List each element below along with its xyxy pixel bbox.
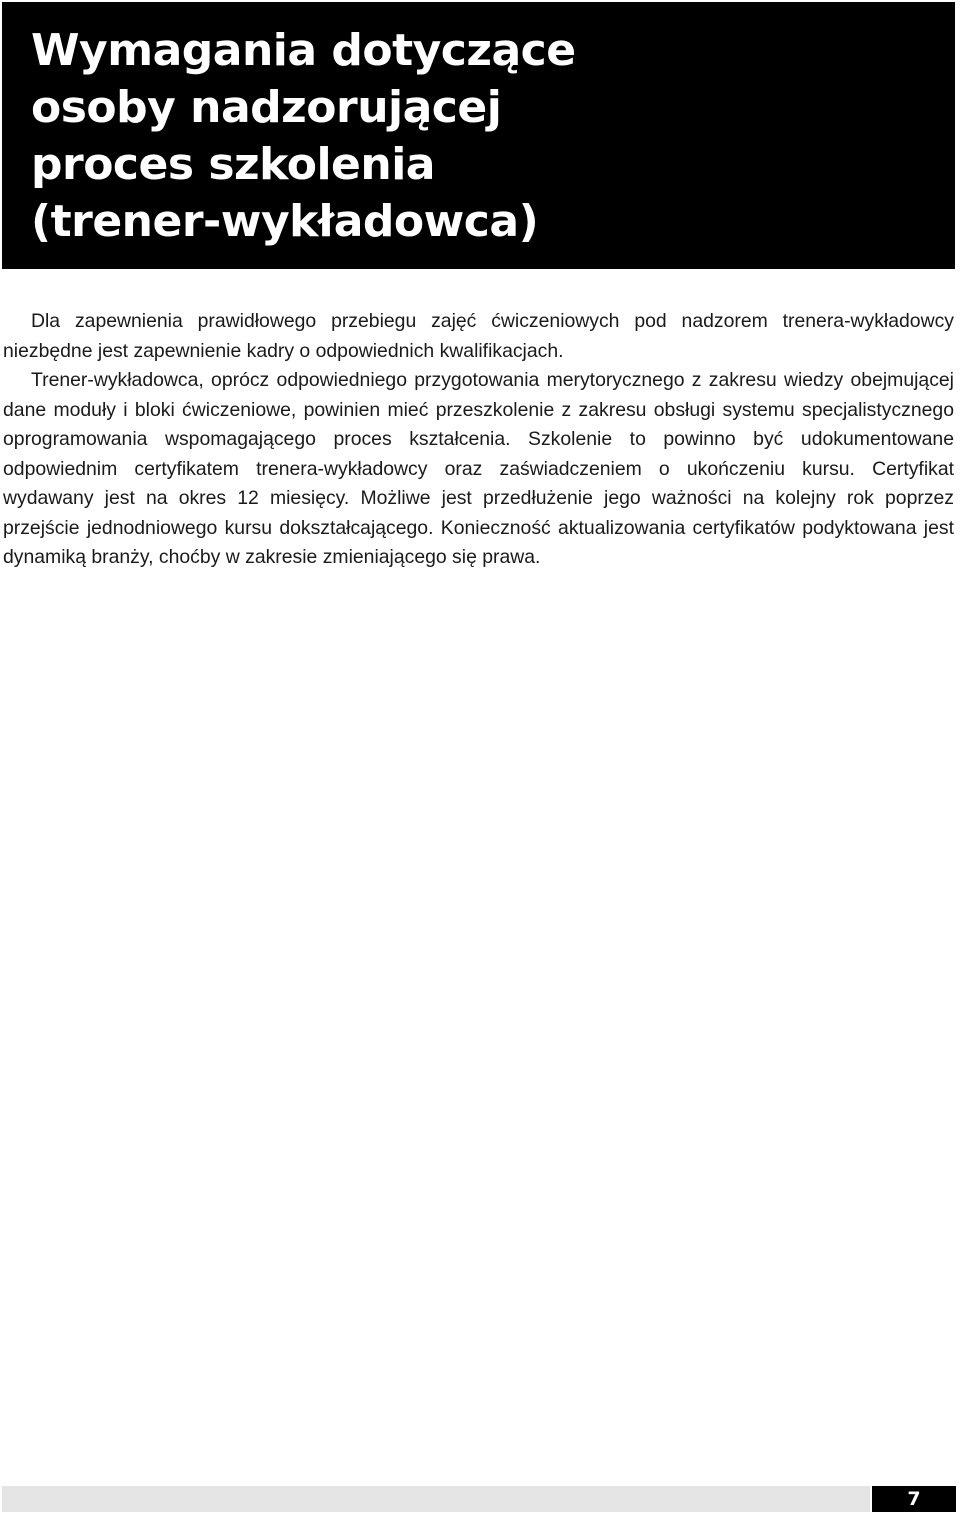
footer-bar: [2, 1486, 870, 1512]
title-block: [2, 2, 955, 269]
paragraph: Trener-wykładowca, oprócz odpowiedniego przygotowania merytorycznego z zakresu wiedzy obejmującej dane moduły i bloki ćwiczeniowe, powinien mieć przeszkolenie z zakresu obsługi systemu specjalistycznego oprogramowania wspomagającego proces kształcenia. Szkolenie to powinno być udokumentowane odpowiednim certyfikatem trenera-wykładowcy oraz zaświadczeniem o ukończeniu kursu. Certyfikat wydawany jest na okres 12 miesięcy. Możliwe jest przedłużenie jego ważności na kolejny rok poprzez przejście jednodniowego kursu dokształcającego. Konieczność aktualizowania certyfikatów podyktowana jest dynamiką branży, choćby w zakresie zmieniającego się prawa.: [3, 369, 954, 568]
paragraph: Dla zapewnienia prawidłowego przebiegu zajęć ćwiczeniowych pod nadzorem trenera-wykładowcy niezbędne jest zapewnienie kadry o odpowiednich kwalifikacjach.: [3, 310, 954, 362]
page-number: 7: [872, 1486, 956, 1512]
body-text: [3, 307, 954, 573]
page-title-line: proces szkolenia: [31, 139, 435, 190]
page-title-line: osoby nadzorującej: [31, 82, 502, 133]
page-title: [31, 22, 576, 250]
page-title-line: Wymagania dotyczące: [31, 25, 576, 76]
page-title-line: (trener-wykładowca): [31, 196, 539, 247]
